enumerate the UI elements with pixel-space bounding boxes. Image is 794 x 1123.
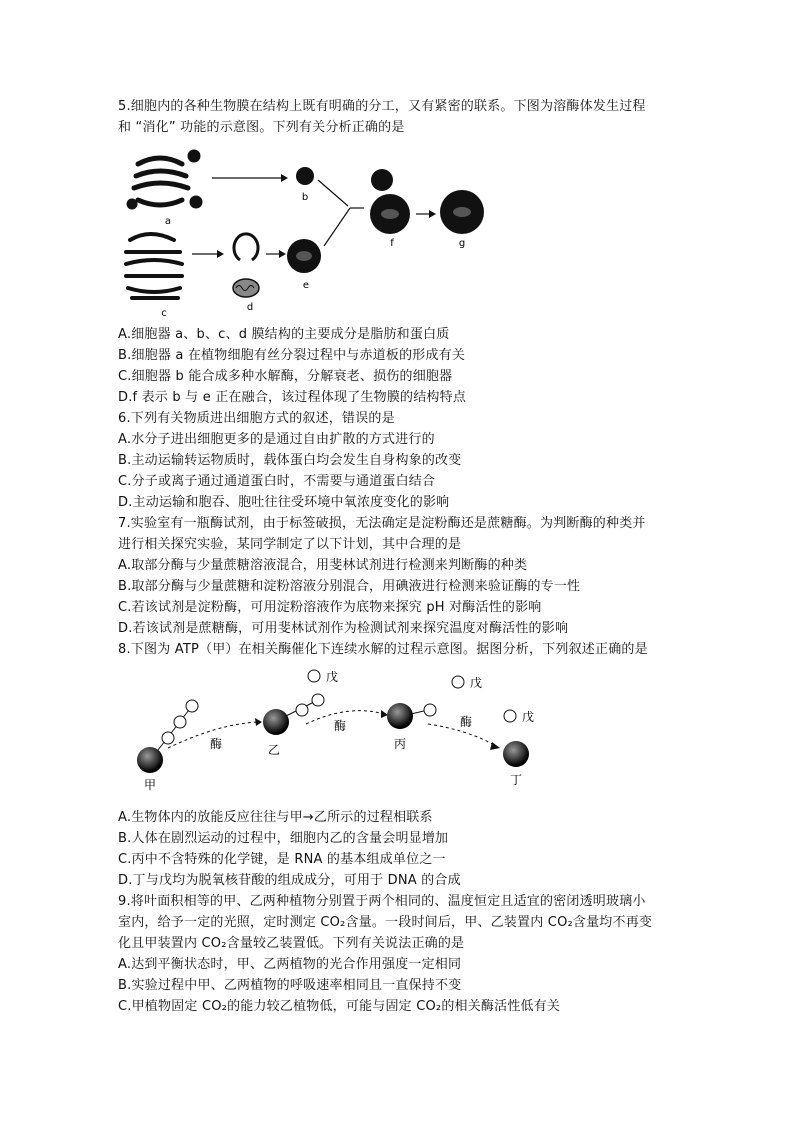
q5-option-c: C.细胞器 b 能合成多种水解酶，分解衰老、损伤的细胞器 xyxy=(118,369,453,384)
label-b: b xyxy=(301,192,309,203)
q6-stem: 6.下列有关物质进出细胞方式的叙述，错误的是 xyxy=(118,411,395,426)
q6-option-c: C.分子或离子通过通道蛋白时，不需要与通道蛋白结合 xyxy=(118,474,436,489)
molecule-ding-icon xyxy=(503,741,529,767)
label-mei-1: 酶 xyxy=(210,737,223,751)
label-d: d xyxy=(246,302,254,313)
molecule-bing-icon xyxy=(387,703,436,729)
q8-option-c: C.丙中不含特殊的化学键，是 RNA 的基本组成单位之一 xyxy=(118,852,446,867)
q5-stem-line1: 5.细胞内的各种生物膜在结构上既有明确的分工，又有紧密的联系。下图为溶酶体发生过程 xyxy=(118,99,646,114)
molecule-jia-icon xyxy=(137,700,198,773)
q7-option-a: A.取部分酶与少量蔗糖溶液混合，用斐林试剂进行检测来判断酶的种类 xyxy=(118,558,528,573)
label-wu-1: 戊 xyxy=(326,670,339,684)
molecule-wu-icon xyxy=(308,670,320,682)
q8-option-a: A.生物体内的放能反应往往与甲→乙所示的过程相联系 xyxy=(118,810,433,825)
label-ding: 丁 xyxy=(509,773,523,787)
q6-option-a: A.水分子进出细胞更多的是通过自由扩散的方式进行的 xyxy=(118,432,435,447)
q6-option-b: B.主动运输转运物质时，载体蛋白均会发生自身构象的改变 xyxy=(118,453,462,468)
q6-option-d: D.主动运输和胞吞、胞吐往往受环境中氧浓度变化的影响 xyxy=(118,495,450,510)
label-mei-3: 酶 xyxy=(460,715,473,729)
q9-stem-line3: 化且甲装置内 CO₂含量较乙装置低。下列有关说法正确的是 xyxy=(118,936,465,951)
q9-option-b: B.实验过程中甲、乙两植物的呼吸速率相同且一直保持不变 xyxy=(118,978,462,993)
organelle-c-icon xyxy=(126,234,182,298)
q7-option-c: C.若该试剂是淀粉酶，可用淀粉溶液作为底物来探究 pH 对酶活性的影响 xyxy=(118,600,542,615)
label-wu-2: 戊 xyxy=(470,676,483,690)
q9-option-a: A.达到平衡状态时，甲、乙两植物的光合作用强度一定相同 xyxy=(118,957,462,972)
q5-stem-line2: 和 “消化” 功能的示意图。下列有关分析正确的是 xyxy=(118,120,405,135)
label-jia: 甲 xyxy=(143,778,157,792)
q7-stem-line2: 进行相关探究实验，某同学制定了以下计划，其中合理的是 xyxy=(118,537,462,552)
q8-stem: 8.下图为 ATP（甲）在相关酶催化下连续水解的过程示意图。据图分析，下列叙述正确的是 xyxy=(118,642,648,657)
q5-option-b: B.细胞器 a 在植物细胞有丝分裂过程中与赤道板的形成有关 xyxy=(118,348,466,363)
q8-option-d: D.丁与戊均为脱氧核苷酸的组成成分，可用于 DNA 的合成 xyxy=(118,873,461,888)
label-g: g xyxy=(458,238,466,249)
label-yi: 乙 xyxy=(267,743,281,757)
organelle-d-icon xyxy=(233,234,259,297)
label-a: a xyxy=(164,216,172,227)
organelle-e-icon xyxy=(287,239,321,273)
q8-option-b: B.人体在剧烈运动的过程中，细胞内乙的含量会明显增加 xyxy=(118,831,449,846)
label-f: f xyxy=(390,238,394,249)
organelle-a-icon xyxy=(129,152,200,207)
label-mei-2: 酶 xyxy=(334,719,347,733)
organelle-f-icon xyxy=(370,169,410,234)
q7-stem-line1: 7.实验室有一瓶酶试剂，由于标签破损，无法确定是淀粉酶还是蔗糖酶。为判断酶的种类并 xyxy=(118,516,646,531)
organelle-g-icon xyxy=(440,190,484,234)
molecule-wu-icon xyxy=(504,710,516,722)
molecule-wu-icon xyxy=(452,676,464,688)
lysosome-figure xyxy=(120,142,490,322)
molecule-yi-icon xyxy=(263,694,324,735)
q5-option-a: A.细胞器 a、b、c、d 膜结构的主要成分是脂肪和蛋白质 xyxy=(118,327,450,342)
q5-option-d: D.f 表示 b 与 e 正在融合，该过程体现了生物膜的结构特点 xyxy=(118,390,467,405)
label-e: e xyxy=(302,280,310,291)
organelle-b-icon xyxy=(296,167,314,185)
q9-option-c: C.甲植物固定 CO₂的能力较乙植物低，可能与固定 CO₂的相关酶活性低有关 xyxy=(118,999,561,1014)
q7-option-b: B.取部分酶与少量蔗糖和淀粉溶液分别混合，用碘液进行检测来验证酶的专一性 xyxy=(118,579,581,594)
label-bing: 丙 xyxy=(393,737,407,751)
atp-hydrolysis-figure xyxy=(128,664,548,798)
label-c: c xyxy=(161,308,167,319)
q9-stem-line1: 9.将叶面积相等的甲、乙两种植物分别置于两个相同的、温度恒定且适宜的密闭透明玻璃小 xyxy=(118,894,646,909)
q9-stem-line2: 室内，给予一定的光照，定时测定 CO₂含量。一段时间后，甲、乙装置内 CO₂含量均不再变 xyxy=(118,915,653,930)
label-wu-3: 戊 xyxy=(522,710,535,724)
q7-option-d: D.若该试剂是蔗糖酶，可用斐林试剂作为检测试剂来探究温度对酶活性的影响 xyxy=(118,621,569,636)
